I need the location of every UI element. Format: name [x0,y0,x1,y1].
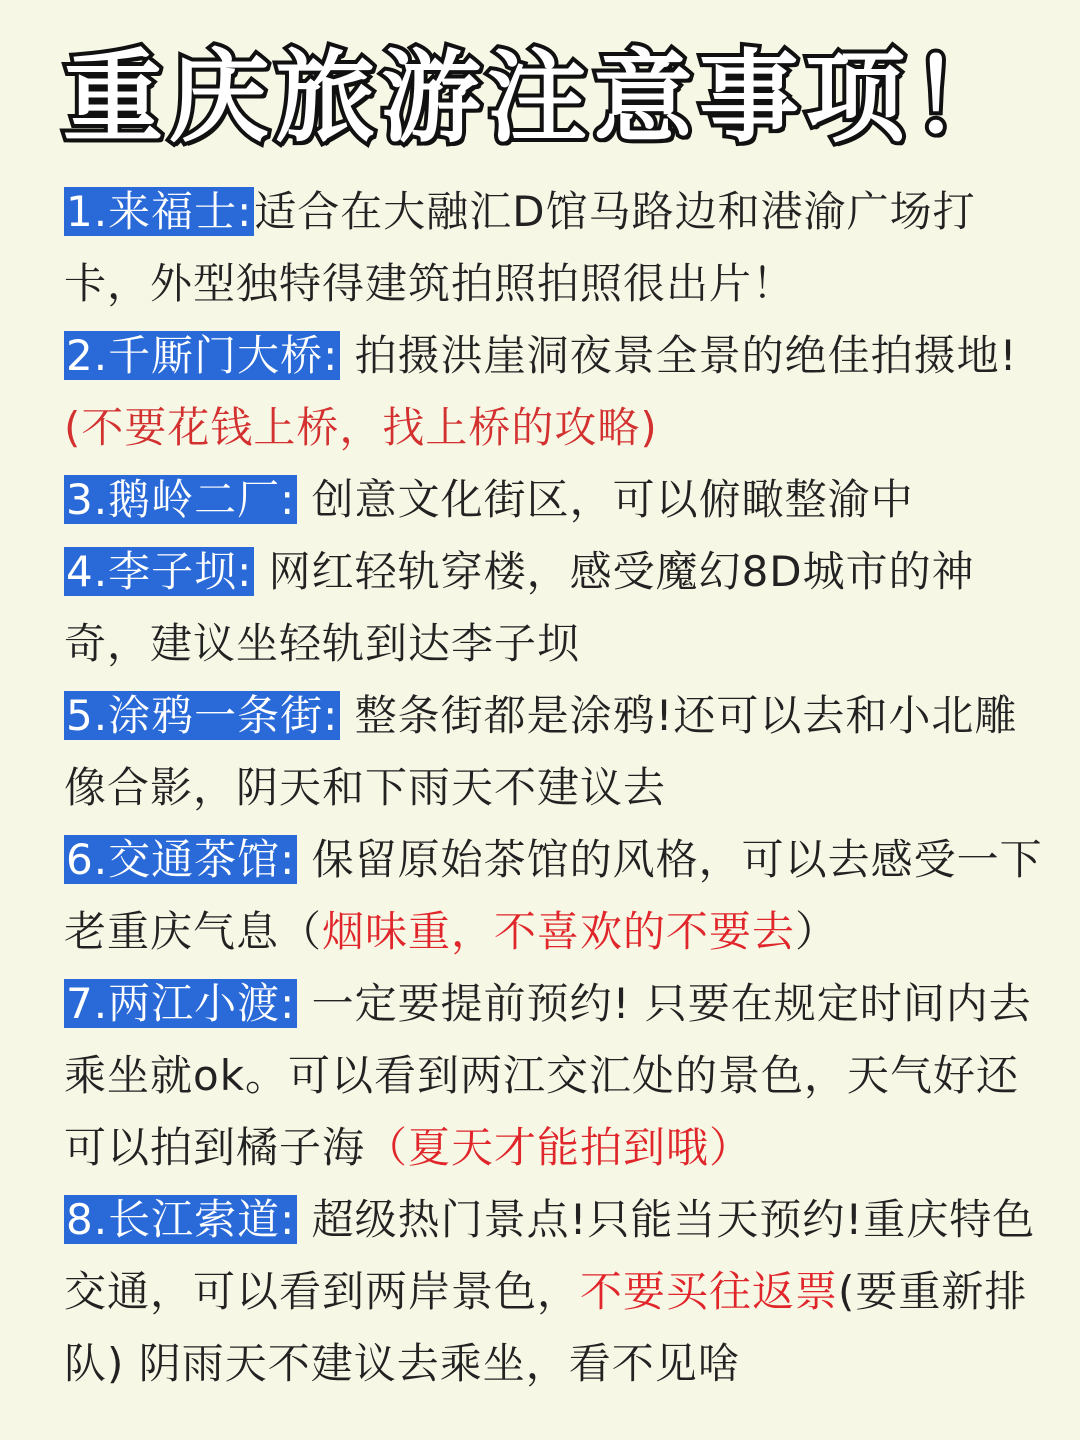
tip-label-4: 4.李子坝: [66,547,253,596]
tip-label-1: 1.来福士: [66,187,253,236]
tip-warning-2: (不要花钱上桥，找上桥的攻略) [64,403,658,452]
tip-label-2: 2.千厮门大桥: [66,331,339,380]
tip-item-4 [64,536,1044,680]
tip-warning-7: （夏天才能拍到哦） [365,1123,753,1172]
tip-item-2 [64,320,1044,464]
tip-text-5: 整条街都是涂鸦!还可以去和小北雕像合影，阴天和下雨天不建议去 [64,691,1018,812]
tip-text-8: 超级热门景点!只能当天预约!重庆特色交通，可以看到两岸景色， [64,1195,1036,1316]
tip-item-1 [64,176,1044,320]
tip-text-6: 保留原始茶馆的风格，可以去感受一下老重庆气息（ [64,835,1043,956]
tip-label-7: 7.两江小渡: [66,979,296,1028]
tip-item-5 [64,680,1044,824]
tip-label-5: 5.涂鸦一条街: [66,691,339,740]
tip-item-8 [64,1184,1044,1400]
tip-text-7: 一定要提前预约! 只要在规定时间内去乘坐就ok。可以看到两江交汇处的景色，天气好还可以拍到橘子海 [64,979,1032,1172]
tip-tail-6: ） [795,907,839,956]
tip-item-7 [64,968,1044,1184]
tips-list [64,176,1044,1400]
tip-label-8: 8.长江索道: [66,1195,296,1244]
tip-warning-8: 不要买往返票 [580,1267,839,1316]
tip-text-2: 拍摄洪崖洞夜景全景的绝佳拍摄地! [340,331,1018,380]
tip-label-6: 6.交通茶馆: [66,835,296,884]
page-title: 重庆旅游注意事项！ [63,39,1017,156]
tip-text-1: 适合在大融汇D馆马路边和港渝广场打卡，外型独特得建筑拍照拍照很出片！ [64,187,976,308]
tip-tail-8: (要重新排队) 阴雨天不建议去乘坐，看不见啥 [64,1267,1028,1388]
tip-warning-6: 烟味重，不喜欢的不要去 [322,907,796,956]
tip-item-3 [64,464,1044,536]
tip-text-3: 创意文化街区，可以俯瞰整渝中 [297,475,914,524]
tip-label-3: 3.鹅岭二厂: [66,475,296,524]
tip-text-4: 网红轻轨穿楼，感受魔幻8D城市的神奇，建议坐轻轨到达李子坝 [64,547,975,668]
tip-item-6 [64,824,1044,968]
